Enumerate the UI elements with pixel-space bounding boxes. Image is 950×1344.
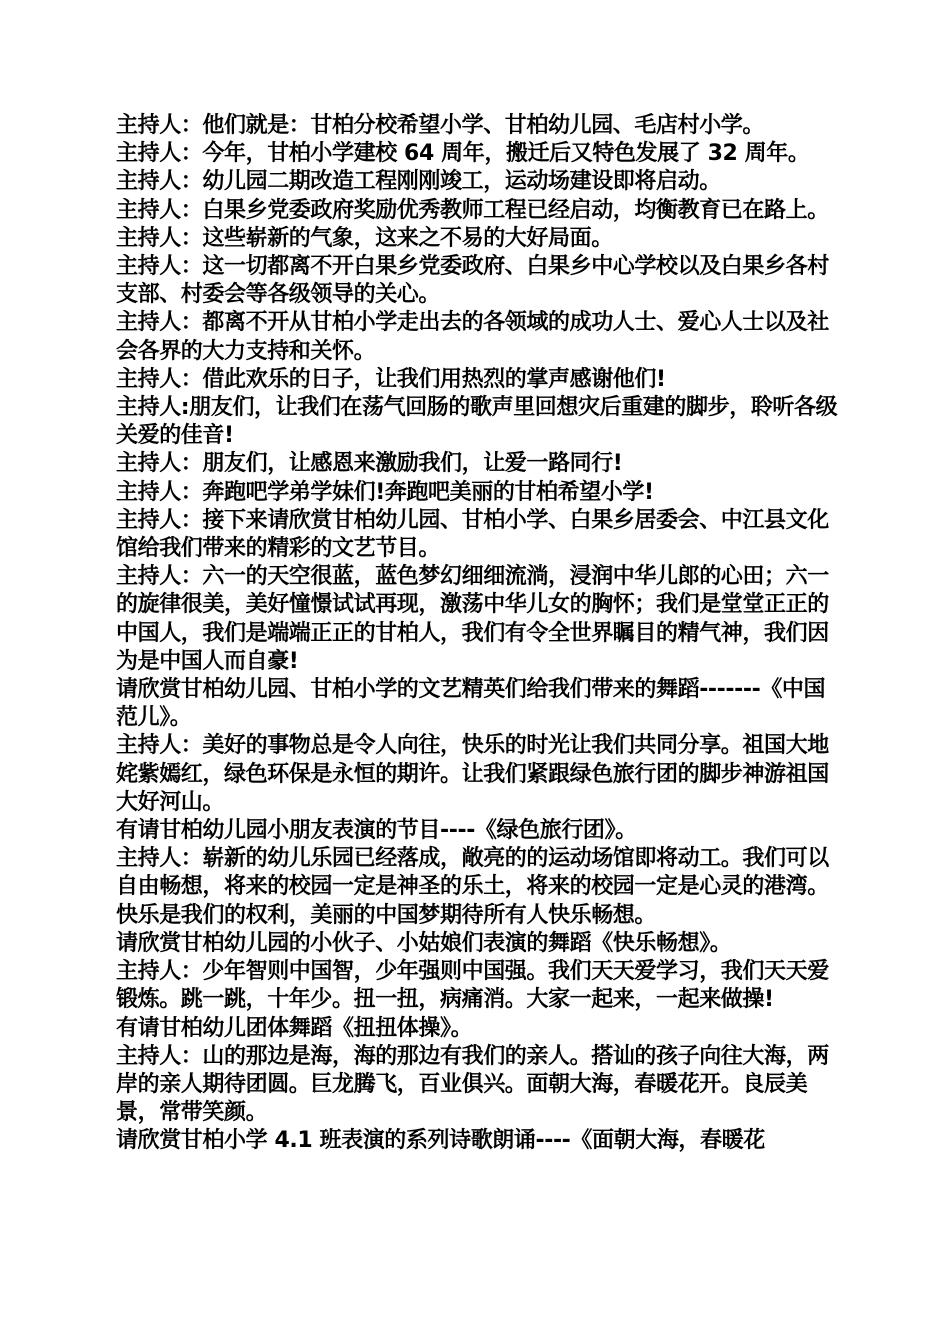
paragraph-5: 主持人：这一切都离不开白果乡党委政府、白果乡中心学校以及白果乡各村支部、村委会等各级领导的关心。 bbox=[116, 254, 829, 308]
paragraph-14: 主持人：美好的事物总是令人向往，快乐的时光让我们共同分享。祖国大地姹紫嫣红，绿色环保是永恒的期许。让我们紧跟绿色旅行团的脚步神游祖国大好河山。 bbox=[116, 733, 829, 815]
document-page bbox=[116, 112, 838, 1156]
paragraph-10: 主持人：奔跑吧学弟学妹们!奔跑吧美丽的甘柏希望小学! bbox=[116, 479, 654, 505]
paragraph-4: 主持人：这些崭新的气象，这来之不易的大好局面。 bbox=[116, 225, 613, 251]
paragraph-17: 请欣赏甘柏幼儿园的小伙子、小姑娘们表演的舞蹈《快乐畅想》。 bbox=[116, 930, 732, 956]
paragraph-9: 主持人：朋友们，让感恩来激励我们，让爱一路同行! bbox=[116, 451, 623, 477]
paragraph-18: 主持人：少年智则中国智，少年强则中国强。我们天天爱学习，我们天天爱锻炼。跳一跳，十年少。扭一扭，病痛消。大家一起来，一起来做操! bbox=[116, 959, 829, 1013]
paragraph-15: 有请甘柏幼儿园小朋友表演的节目----《绿色旅行团》。 bbox=[116, 818, 637, 844]
paragraph-11: 主持人：接下来请欣赏甘柏幼儿园、甘柏小学、白果乡居委会、中江县文化馆给我们带来的精彩的文艺节目。 bbox=[116, 507, 829, 562]
paragraph-12: 主持人：六一的天空很蓝，蓝色梦幻细细流淌，浸润中华儿郎的心田；六一的旋律很美，美好憧憬试试再现，激荡中华儿女的胸怀；我们是堂堂正正的中国人，我们是端端正正的甘柏人，我们有令全世界瞩目的精气神，我们因为是中国人而自豪! bbox=[116, 564, 829, 674]
paragraph-20: 主持人：山的那边是海，海的那边有我们的亲人。搭讪的孩子向往大海，两岸的亲人期待团圆。巨龙腾飞，百业俱兴。面朝大海，春暖花开。良辰美景，常带笑颜。 bbox=[116, 1043, 829, 1126]
paragraph-3: 主持人：白果乡党委政府奖励优秀教师工程已经启动，均衡教育已在路上。 bbox=[116, 197, 829, 223]
paragraph-16: 主持人：崭新的幼儿乐园已经落成，敞亮的的运动场馆即将动工。我们可以自由畅想，将来的校园一定是神圣的乐土，将来的校园一定是心灵的港湾。快乐是我们的权利，美丽的中国梦期待所有人快乐畅想。 bbox=[116, 846, 829, 928]
paragraph-7: 主持人：借此欢乐的日子，让我们用热烈的掌声感谢他们! bbox=[116, 366, 666, 392]
paragraph-1: 主持人：他们就是：甘柏分校希望小学、甘柏幼儿园、毛店村小学。 bbox=[116, 113, 765, 138]
paragraph-21: 请欣赏甘柏小学 4.1 班表演的系列诗歌朗诵----《面朝大海，春暖花 bbox=[116, 1128, 765, 1154]
paragraph-8: 主持人:朋友们，让我们在荡气回肠的歌声里回想灾后重建的脚步，聆听各级关爱的佳音! bbox=[116, 395, 838, 449]
paragraph-6: 主持人：都离不开从甘柏小学走出去的各领域的成功人士、爱心人士以及社会各界的大力支持和关怀。 bbox=[116, 310, 829, 364]
paragraph-13: 请欣赏甘柏幼儿园、甘柏小学的文艺精英们给我们带来的舞蹈-------《中国范儿》。 bbox=[116, 677, 826, 731]
paragraph-19: 有请甘柏幼儿团体舞蹈《扭扭体操》。 bbox=[116, 1015, 473, 1041]
paragraph-2: 主持人：今年，甘柏小学建校 64 周年，搬迁后又特色发展了 32 周年。 主持人：幼儿园二期改造工程刚刚竣工，运动场建设即将启动。 bbox=[116, 141, 810, 195]
